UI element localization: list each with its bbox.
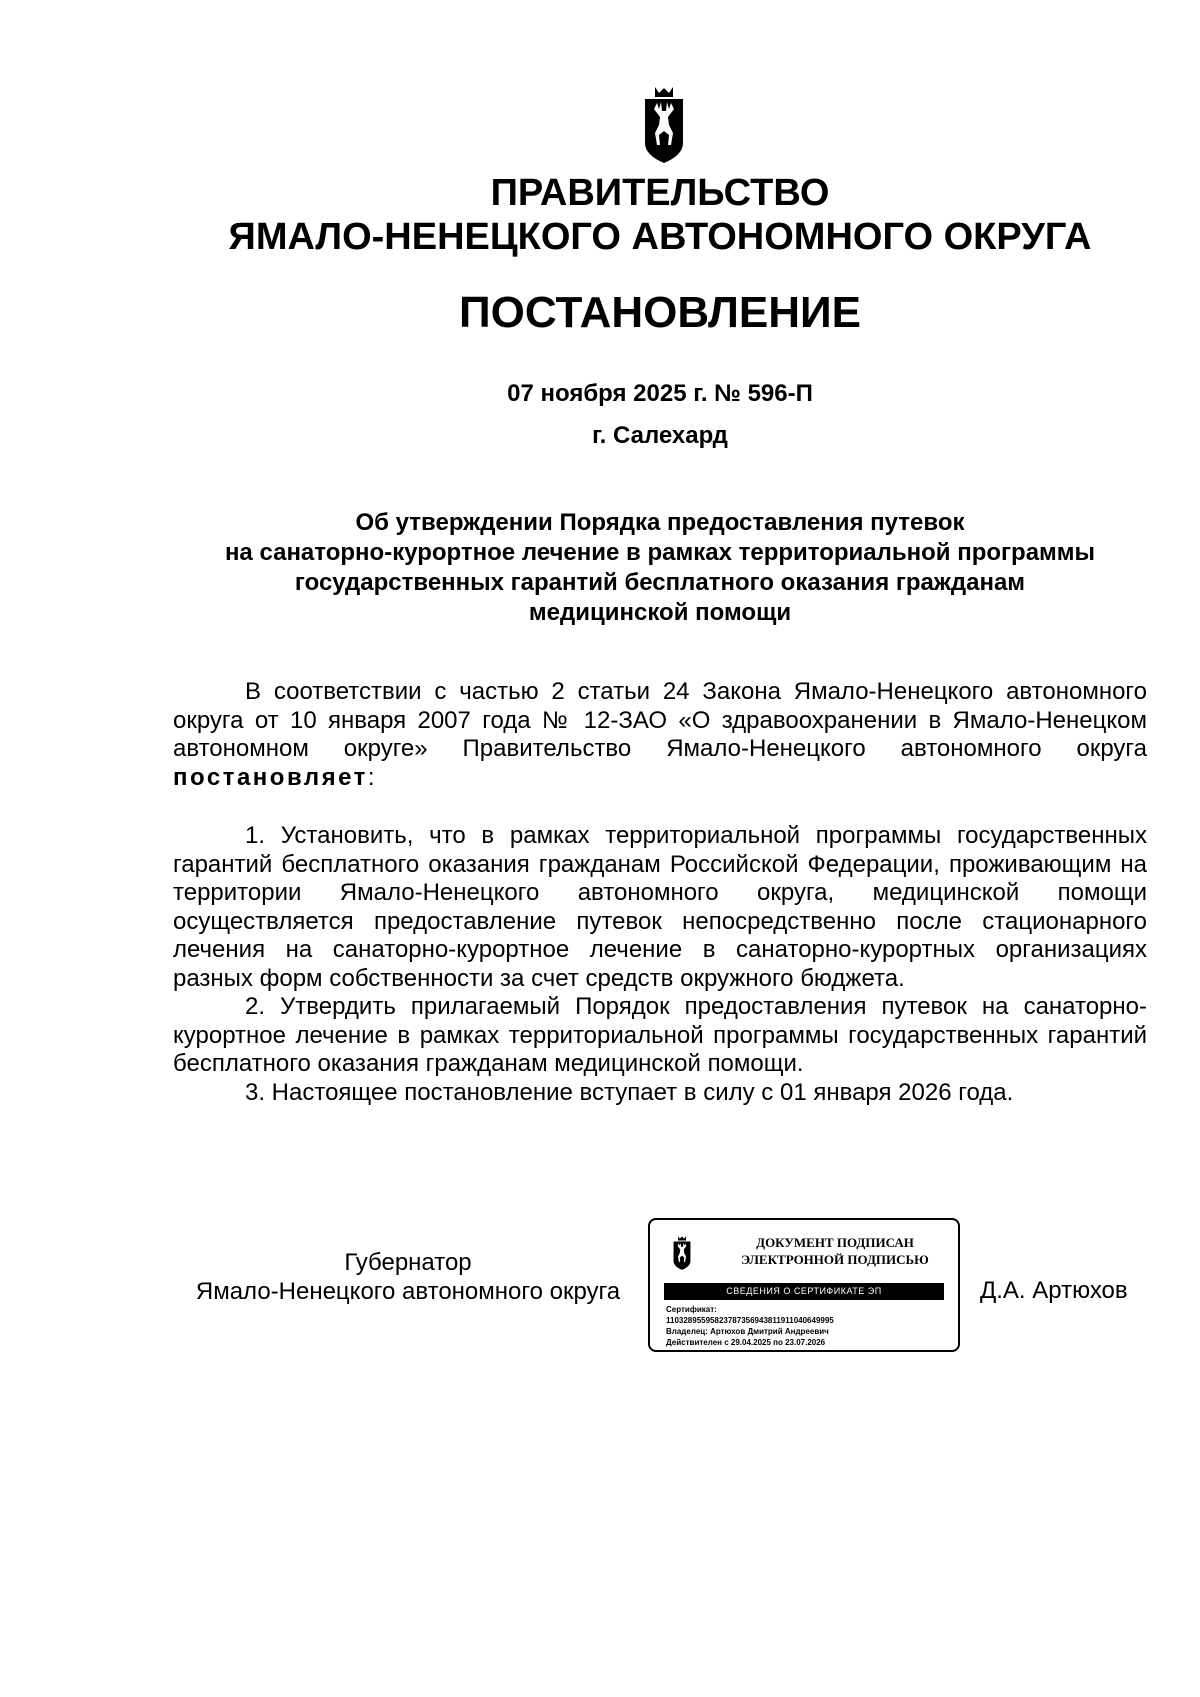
electronic-signature-stamp — [648, 1218, 960, 1352]
preamble — [173, 678, 1147, 792]
decree-items — [173, 822, 1147, 1107]
stamp-heading-line1: ДОКУМЕНТ ПОДПИСАН — [756, 1235, 914, 1250]
document-title — [150, 508, 1170, 628]
preamble-text: В соответствии с частью 2 статьи 24 Закона Ямало-Ненецкого автономного округа от 10 января 2007 года № 12-ЗАО «О здравоохранении в Ямало-Ненецком автономном округе» Правительство Ямало-Ненецкого автономного округа — [173, 678, 1147, 762]
stamp-certificate-bar: СВЕДЕНИЯ О СЕРТИФИКАТЕ ЭП — [664, 1283, 944, 1300]
title-line: медицинской помощи — [528, 599, 792, 626]
stamp-cert-label: Сертификат: — [666, 1305, 717, 1314]
government-region: ЯМАЛО-НЕНЕЦКОГО АВТОНОМНОГО ОКРУГА — [228, 216, 1092, 258]
document-date-number: 07 ноября 2025 г. № 596-П — [507, 380, 813, 407]
preamble-colon: : — [367, 763, 375, 791]
signer-position-line1: Губернатор — [344, 1249, 472, 1276]
government-title: ПРАВИТЕЛЬСТВО — [490, 172, 830, 214]
decree-item: 2. Утвердить прилагаемый Порядок предоставления путевок на санаторно-курортное лечение в рамках территориальной программы государственных гарантий бесплатного оказания гражданам медицинской помощи. — [173, 993, 1147, 1077]
stamp-validity: Действителен с 29.04.2025 по 23.07.2026 — [666, 1338, 826, 1347]
signer-position-line2: Ямало-Ненецкого автономного округа — [195, 1278, 621, 1305]
title-line: государственных гарантий бесплатного оказания гражданам — [294, 569, 1026, 596]
decree-item: 1. Установить, что в рамках территориальной программы государственных гарантий бесплатного оказания гражданам Российской Федерации, проживающим на территории Ямало-Ненецкого автономного округа, медицинской помощи осуществляется предоставление путевок непосредственно после стационарного лечения на санаторно-курортное лечение в санаторно-курортных организациях разных форм собственности за счет средств окружного бюджета. — [173, 822, 1147, 992]
stamp-heading-line2: ЭЛЕКТРОННОЙ ПОДПИСЬЮ — [741, 1252, 929, 1267]
decree-item: 3. Настоящее постановление вступает в силу с 01 января 2026 года. — [245, 1078, 1014, 1106]
decree-word: постановляет — [173, 763, 368, 791]
signer-position — [173, 1248, 643, 1306]
title-line: на санаторно-курортное лечение в рамках территориальной программы — [224, 539, 1096, 566]
document-city: г. Салехард — [592, 422, 728, 449]
stamp-owner: Владелец: Артюхов Дмитрий Андреевич — [666, 1327, 829, 1336]
coat-of-arms-emblem — [637, 85, 691, 165]
preamble-paragraph — [173, 678, 1147, 792]
title-line: Об утверждении Порядка предоставления путевок — [355, 509, 965, 536]
stamp-cert-number: 11032895595823787356943811911040649995 — [666, 1316, 834, 1325]
document-type: ПОСТАНОВЛЕНИЕ — [458, 288, 862, 337]
signer-name: Д.А. Артюхов — [980, 1277, 1128, 1304]
stamp-heading — [720, 1234, 950, 1268]
stamp-certificate-info — [666, 1304, 834, 1348]
stamp-emblem-icon — [670, 1234, 694, 1272]
